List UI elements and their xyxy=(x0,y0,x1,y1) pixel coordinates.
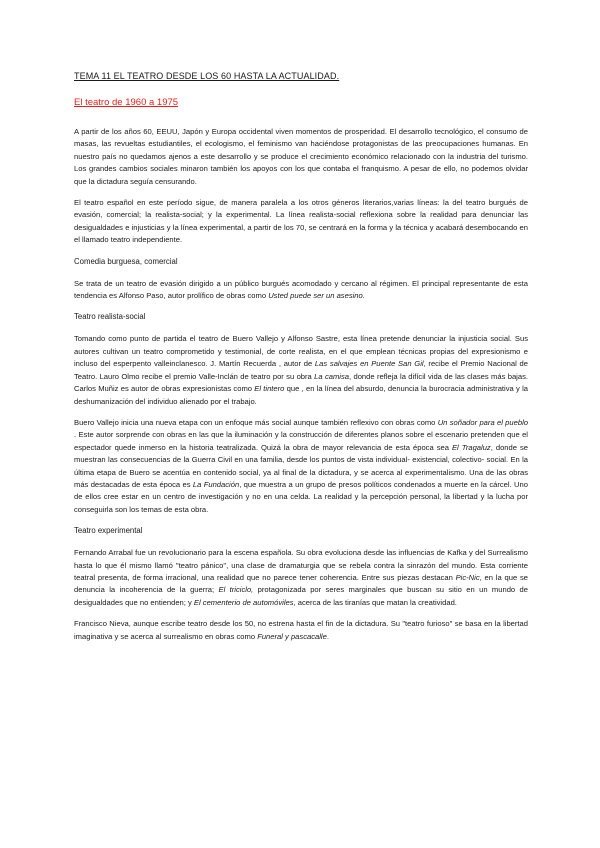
text-span: . Este autor sorprende con obras en las que la iluminación y la construcción de diferentes planos sobre el escenario pretenden que el espectador quede inmerso en la historia teatralizada. Quizá la obra de mayor relevancia de esta época sea xyxy=(74,430,528,452)
document-title: TEMA 11 EL TEATRO DESDE LOS 60 HASTA LA ACTUALIDAD. xyxy=(74,71,340,81)
work-title: Funeral y pascacalle xyxy=(257,631,327,641)
paragraph-realista xyxy=(74,333,528,407)
text-span: que , en la línea del absurdo, denuncia la burocracia administrativa y la deshumanización del individuo alienado por el trabajo. xyxy=(74,384,528,406)
paragraph-lines: El teatro español en este período sigue, de manera paralela a los otros géneros literarios,varias líneas: la del teatro burgués de evasión, comercial; la realista-social; y la experimental. La línea realista-social reflexiona sobre la realidad para denunciar las desigualdades e injusticias y la línea experimental, a partir de los 70, se centrará en la forma y la técnica y acabará desembocando en el llamado teatro independiente. xyxy=(74,198,528,245)
work-title: Usted puede ser un asesino. xyxy=(268,291,365,301)
paragraph-comedia xyxy=(74,278,528,303)
text-span: Se trata de un teatro de evasión dirigido a un público burgués acomodado y cercano al régimen. El principal representante de esta tendencia es Alfonso Paso, autor prolífico de obras como xyxy=(74,278,528,301)
section-subtitle: El teatro de 1960 a 1975 xyxy=(74,97,179,108)
paragraph-buero-vallejo xyxy=(74,417,528,516)
paragraph-context: A partir de los años 60, EEUU, Japón y Europa occidental viven momentos de prosperidad. El desarrollo tecnológico, el consumo de masas, las revueltas estudiantiles, el ecologismo, el feminismo van haciéndose protagonistas de las preocupaciones humanas. En nuestro país no quedamos ajenos a este desarrollo y se produce el crecimiento económico relacionado con la industria del turismo. Los grandes cambios sociales minaron también los apoyos con los que contaba el franquismo. A pesar de ello, no podemos olvidar que la dictadura seguía censurando. xyxy=(74,127,528,186)
work-title: Un soñador para el pueblo xyxy=(437,417,528,427)
text-span: , que muestra a un grupo de presos políticos condenados a muerte en la cárcel. Uno de ellos cree estar en un centro de investigación y no en una celda. La realidad y la percepción personal, la libertad y la lucha por conseguirla son los temas de esta obra. xyxy=(74,479,528,514)
work-title: El cementerio de automóviles xyxy=(193,597,294,607)
work-title: La Fundación xyxy=(192,479,240,489)
heading-teatro-experimental: Teatro experimental xyxy=(74,526,143,536)
text-span: . xyxy=(326,631,329,641)
heading-comedia-burguesa: Comedia burguesa, comercial xyxy=(74,256,178,266)
work-title: El Tragaluz xyxy=(451,442,491,452)
heading-teatro-realista: Teatro realista-social xyxy=(74,312,146,322)
text-span: , recibe el Premio Nacional de Teatro. Lauro Olmo recibe el premio Valle-Inclán de teatro por su obra xyxy=(74,359,528,381)
text-span: protagonizada por seres marginales que buscan su sitio en un mundo de desigualdades que no entienden; y xyxy=(74,585,528,607)
text-span: , donde se muestran las consecuencias de la Guerra Civil en una familia, desde los puntos de vista individual- existencial, colectivo- social. En la última etapa de Buero se acentúa en contenido social, ya al final de la dictadura, y se acerca al experimentalismo. Una de las obras más destacadas de esta época es xyxy=(74,442,529,489)
text-span: , acerca de las tiranías que matan la creatividad. xyxy=(293,597,457,607)
paragraph-arrabal xyxy=(74,547,528,609)
paragraph-nieva xyxy=(74,618,528,643)
text-span: Tomando como punto de partida el teatro de Buero Vallejo y Alfonso Sastre, esta línea pretende denunciar la injusticia social. Sus autores cultivan un teatro comprometido y testimonial, de corte realista, en el que emplean técnicas propias del expresionismo e incluso del esperpento valleinclanesco. J. Martín Recuerda , autor de xyxy=(74,334,528,369)
work-title: El triciclo, xyxy=(218,585,254,595)
text-span: Fernando Arrabal fue un revolucionario para la escena española. Su obra evoluciona desde las influencias de Kafka y del Surrealismo hasta lo que él mismo llamó "teatro pánico", una clase de dramaturgia que se rebela contra la sinrazón del mundo. Esta corriente teatral presenta, de forma irracional, una realidad que no parece tener coherencia. Entre sus piezas destacan xyxy=(74,548,528,582)
work-title: El tintero xyxy=(254,384,285,394)
text-span: Francisco Nieva, aunque escribe teatro desde los 50, no estrena hasta el fin de la dictadura. Su "teatro furioso" se basa en la libertad imaginativa y se acerca al surrealismo en obras como xyxy=(74,619,528,641)
work-title: Las salvajes en Puente San Gil xyxy=(314,359,424,369)
work-title: Pic-Nic xyxy=(455,572,480,582)
text-span: Buero Vallejo inicia una nueva etapa con un enfoque más social aunque también reflexivo con obras como xyxy=(74,417,438,427)
text-span: , donde refleja la difícil vida de las clases más bajas. Carlos Muñiz es autor de obras expresionistas como xyxy=(74,371,528,394)
work-title: La camisa xyxy=(314,371,350,381)
text-span: , en la que se denuncia la incoherencia de la guerra; xyxy=(74,572,528,595)
